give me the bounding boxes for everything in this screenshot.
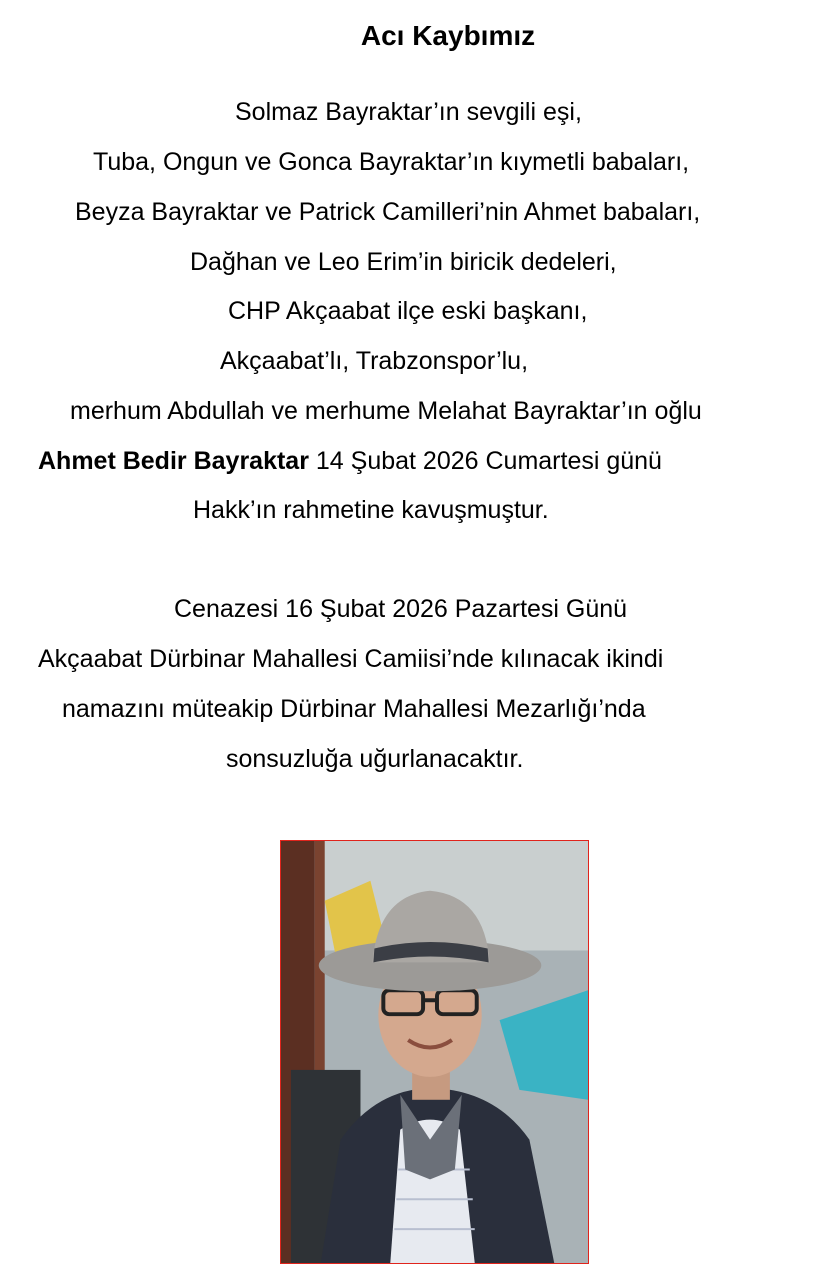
notice-line-name-date (38, 445, 662, 477)
deceased-name: Ahmet Bedir Bayraktar (38, 447, 309, 475)
funeral-line-mosque: Akçaabat Dürbinar Mahallesi Camiisi’nde kılınacak ikindi (38, 645, 664, 673)
notice-line-political-role: CHP Akçaabat ilçe eski başkanı, (228, 297, 588, 325)
page-title: Acı Kaybımız (360, 20, 536, 51)
notice-line-spouse: Solmaz Bayraktar’ın sevgili eşi, (235, 98, 582, 126)
portrait-illustration (281, 841, 588, 1263)
notice-line-grandchildren: Dağhan ve Leo Erim’in biricik dedeleri, (190, 248, 617, 276)
notice-line-hometown: Akçaabat’lı, Trabzonspor’lu, (220, 347, 529, 375)
funeral-line-date: Cenazesi 16 Şubat 2026 Pazartesi Günü (174, 595, 628, 623)
notice-line-parents: merhum Abdullah ve merhume Melahat Bayraktar’ın oğlu (70, 397, 702, 425)
portrait-photo (280, 840, 589, 1264)
death-date: 14 Şubat 2026 Cumartesi günü (315, 447, 662, 475)
notice-line-children: Tuba, Ongun ve Gonca Bayraktar’ın kıymetli babaları, (93, 148, 690, 176)
notice-line-in-laws: Beyza Bayraktar ve Patrick Camilleri’nin Ahmet babaları, (75, 198, 701, 226)
notice-line-death-phrase: Hakk’ın rahmetine kavuşmuştur. (193, 496, 549, 524)
funeral-line-cemetery: namazını müteakip Dürbinar Mahallesi Mezarlığı’nda (62, 695, 646, 723)
funeral-line-farewell: sonsuzluğa uğurlanacaktır. (226, 745, 524, 773)
